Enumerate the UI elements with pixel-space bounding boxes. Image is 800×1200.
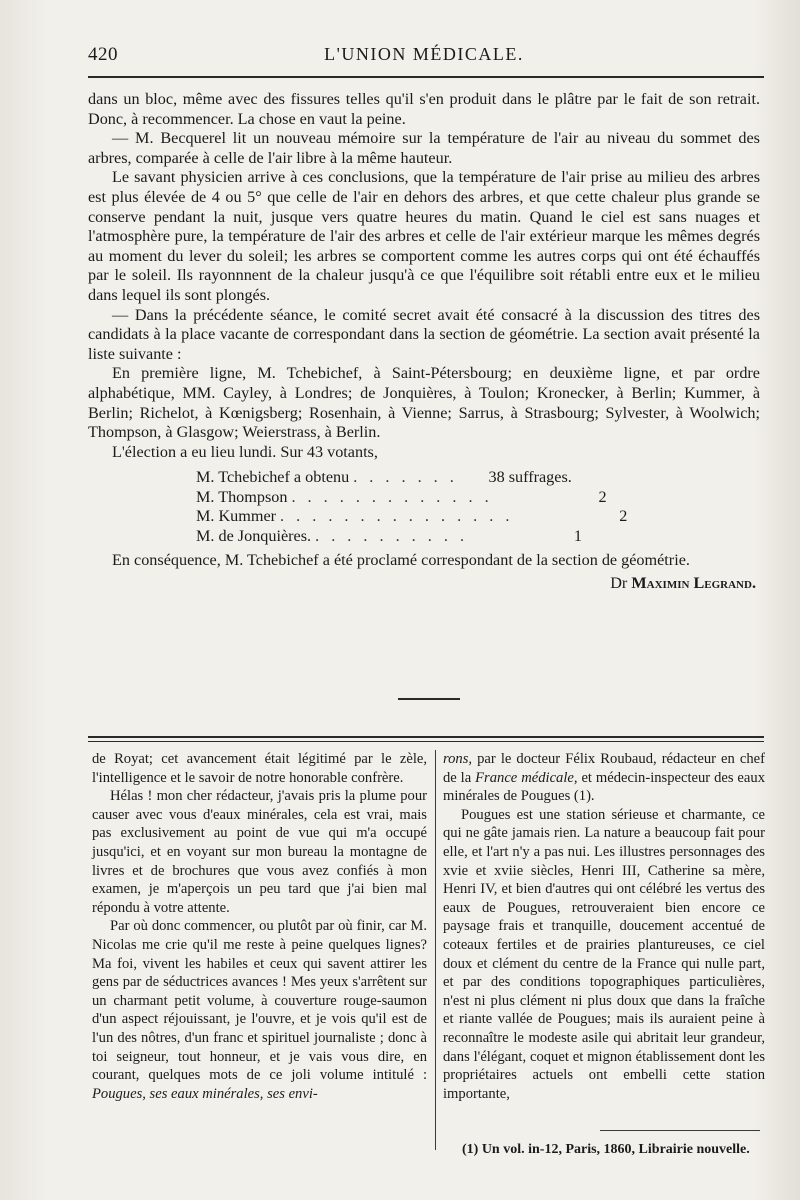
- paragraph: [443, 750, 765, 806]
- paragraph: dans un bloc, même avec des fissures telles qu'il s'en produit dans le plâtre par le fait de son retrait. Donc, à recommencer. La chose en vaut la peine.: [88, 90, 760, 128]
- page-header: [88, 44, 760, 70]
- feuilleton-rule: [88, 741, 764, 742]
- paragraph: En première ligne, M. Tchebichef, à Saint-Pétersbourg; en deuxième ligne, et par ordre alphabétique, MM. Cayley, à Londres; de Jonquières, à Toulon; Kronecker, à Berlin; Kummer, à Berlin; Richelot, à Kœnigsberg; Rosenhain, à Vienne; Sarrus, à Strasbourg; Sylvester, à Woolwich; Thompson, à Glasgow; Weierstrass, à Berlin.: [88, 364, 760, 442]
- paragraph-text: et médecin-inspecteur des eaux minérales de Pougues (1).: [443, 769, 765, 805]
- paragraph: — Dans la précédente séance, le comité secret avait été consacré à la discussion des titres des candidats à la place vacante de correspondant dans la section de géométrie. La section avait présenté la liste suivante :: [88, 305, 760, 363]
- column-divider: [435, 750, 436, 1150]
- section-divider: [398, 698, 460, 700]
- running-title: L'UNION MÉDICALE.: [324, 44, 524, 64]
- vote-row: [196, 507, 628, 527]
- signature-name: Maximin Legrand.: [631, 574, 756, 593]
- paragraph-text: Par où donc commencer, ou plutôt par où finir, car M. Nicolas me crie qu'il me reste à peine quelques lignes? Ma foi, vivent les habiles et ceux qui savent attirer les gens par de séductrices avances ! Mes yeux s'arrêtent sur un charmant petit volume, à couverture rouge-saumon d'un aspect réjouissant, je l'ouvre, et je vois qu'il est de l'un des nôtres, d'un franc et spirituel journaliste ; donc à toi seigneur, tout honneur, et je vais vous dire, en courant, quelques mots de ce joli volume intitulé :: [92, 918, 427, 1084]
- academy-report: [88, 90, 760, 594]
- journal-title: France médicale,: [475, 769, 578, 786]
- left-column: [92, 750, 427, 1103]
- right-column: [443, 750, 765, 1103]
- paragraph: Hélas ! mon cher rédacteur, j'avais pris la plume pour causer avec vous d'eaux minérales, cela est vrai, mais pas exclusivement au point de vue qui m'a occupé jusqu'ici, et en voyant sur mon bureau la montagne de livres et de brochures que vous avez confiés à mon examen, je m'aperçois un peu tard que j'ai bien mal répondu à votre attente.: [92, 788, 427, 916]
- leader-dots: . . . . . . . . . .: [315, 527, 468, 546]
- vote-count: 38 suffrages.: [488, 468, 572, 487]
- footnote-rule: [600, 1130, 760, 1131]
- paragraph: L'élection a eu lieu lundi. Sur 43 votants,: [112, 442, 378, 461]
- candidate-name: M. de Jonquières.: [196, 527, 312, 546]
- vote-results: [196, 468, 628, 546]
- vote-row: [196, 468, 572, 488]
- page-number: 420: [88, 44, 118, 65]
- candidate-name: M. Tchebichef a obtenu: [196, 468, 350, 487]
- vote-count: 2: [619, 507, 628, 526]
- paragraph: Le savant physicien arrive à ces conclusions, que la température de l'air prise au milieu des arbres est plus élevée de 4 ou 5° que celle de l'air en dehors des arbres, et que cette chaleur plus grande se conserve pendant la nuit, jusque vers quatre heures du matin. Quand le ciel est sans nuages et l'atmosphère pure, la température de l'air des arbres et celle de l'air extérieur marque les mêmes degrés au moment du lever du soleil; les arbres se comportent comme les autres corps qui ont été échauffés par le soleil. Ils rayonnnent de la chaleur jusqu'à ce que l'équilibre soit rétabli entre eux et le milieu dans lequel ils sont plongés.: [88, 168, 760, 304]
- candidate-name: M. Kummer: [196, 507, 277, 526]
- book-title-cont: rons,: [443, 751, 473, 767]
- candidate-name: M. Thompson: [196, 487, 288, 506]
- leader-dots: . . . . . . . . . . . . . . .: [280, 507, 514, 526]
- paragraph-text: par le docteur Félix Roubaud, rédacteur en chef de la: [443, 751, 765, 786]
- header-rule: [88, 76, 764, 78]
- signature: [88, 574, 760, 594]
- paragraph: Pougues est une station sérieuse et charmante, ce qui ne gâte jamais rien. La nature a beaucoup fait pour elle, et l'art n'y a pas nui. Les illustres personnages des xvie et xviie siècles, Henri III, Catherine sa mère, Henri IV, et bien d'autres qui ont célébré les vertus des eaux de Pougues, retrouveraient bien encore ce paysage frais et tranquille, doucement accentué de coteaux fertiles et de prairies plantureuses, ce ciel doux et clément du centre de la France qui nulle part, et par des conditions topographiques particulières, n'est ni plus clément ni plus doux que dans la fraîche et riante vallée de Pougues; mais ils auraient peine à reconnaître le modeste asile qui abritait leur grandeur, dans l'élégant, coquet et mignon établissement dont les propriétaires actuels ont embelli cette station importante,: [443, 806, 765, 1102]
- vote-count: 1: [573, 527, 582, 546]
- paragraph: — M. Becquerel lit un nouveau mémoire sur la température de l'air au niveau du sommet des arbres, comparée à celle de l'air libre à la même hauteur.: [88, 129, 760, 167]
- vote-row: [196, 527, 582, 547]
- vote-row: [196, 487, 607, 508]
- paragraph: En conséquence, M. Tchebichef a été proclamé correspondant de la section de géométrie.: [112, 550, 690, 569]
- footnote: (1) Un vol. in-12, Paris, 1860, Librairie nouvelle.: [462, 1142, 750, 1157]
- paragraph: [92, 917, 427, 1103]
- signature-prefix: Dr: [610, 574, 628, 593]
- book-title: Pougues, ses eaux minérales, ses envi-: [92, 1085, 318, 1102]
- leader-dots: . . . . . . .: [353, 468, 458, 487]
- paragraph: de Royat; cet avancement était légitimé par le zèle, l'intelligence et le savoir de notre honorable confrère.: [92, 751, 427, 786]
- feuilleton-rule: [88, 736, 764, 738]
- leader-dots: . . . . . . . . . . . . .: [291, 487, 493, 506]
- vote-count: 2: [598, 487, 607, 506]
